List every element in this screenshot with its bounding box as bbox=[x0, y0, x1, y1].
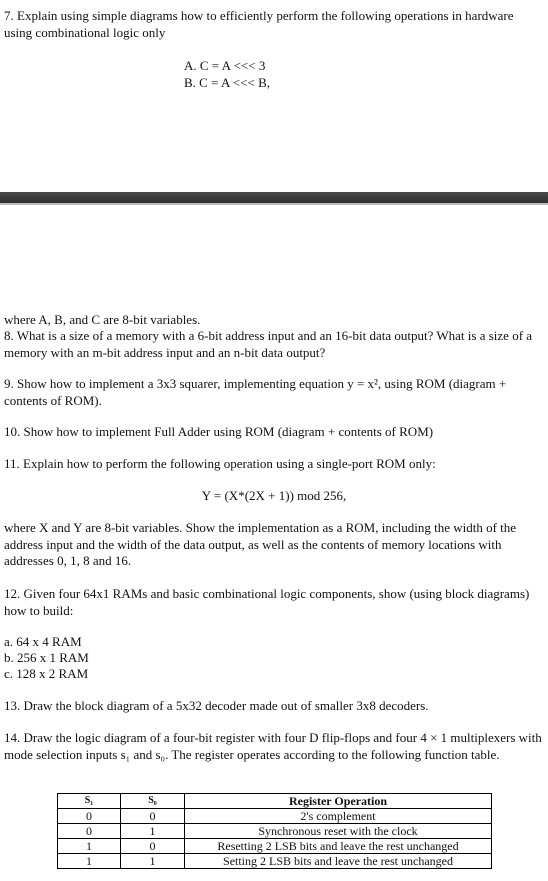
cell-s0: 0 bbox=[121, 809, 185, 824]
cell-s0: 0 bbox=[121, 839, 185, 854]
question-11-equation: Y = (X*(2X + 1)) mod 256, bbox=[201, 488, 347, 503]
question-14: 14. Draw the logic diagram of a four-bit register with four D flip-flops and four 4 × 1 multiplexers with mode selection inputs s₁ and s₀. The register operates according to the following function table. bbox=[4, 730, 542, 762]
header-register-operation: Register Operation bbox=[185, 794, 492, 809]
page-divider bbox=[0, 192, 548, 203]
cell-s1: 0 bbox=[58, 824, 121, 839]
question-10: 10. Show how to implement Full Adder using ROM (diagram + contents of ROM) bbox=[4, 424, 434, 439]
question-8: 8. What is a size of a memory with a 6-bit address input and an 16-bit data output? What is a size of a memory with an m-bit address input and an n-bit data output? bbox=[4, 328, 533, 360]
question-7-variables: where A, B, and C are 8-bit variables. bbox=[4, 312, 201, 327]
cell-s1: 0 bbox=[58, 809, 121, 824]
option-b: B. C = A <<< B, bbox=[184, 75, 271, 90]
cell-operation: Setting 2 LSB bits and leave the rest unchanged bbox=[185, 854, 492, 869]
question-9: 9. Show how to implement a 3x3 squarer, implementing equation y = x², using ROM (diagram + contents of ROM). bbox=[4, 376, 507, 408]
cell-operation: Resetting 2 LSB bits and leave the rest unchanged bbox=[185, 839, 492, 854]
cell-operation: Synchronous reset with the clock bbox=[185, 824, 492, 839]
question-12-item-c: c. 128 x 2 RAM bbox=[4, 666, 89, 681]
question-11: 11. Explain how to perform the following operation using a single-port ROM only: bbox=[4, 456, 436, 471]
question-12-item-a: a. 64 x 4 RAM bbox=[4, 634, 82, 649]
table-row bbox=[58, 839, 492, 854]
question-12-item-b: b. 256 x 1 RAM bbox=[4, 650, 89, 665]
option-a: A. C = A <<< 3 bbox=[184, 58, 266, 73]
cell-s0: 1 bbox=[121, 824, 185, 839]
question-7: 7. Explain using simple diagrams how to efficiently perform the following operations in hardware using combinational logic only bbox=[4, 8, 514, 40]
header-s0: S₀ bbox=[121, 794, 185, 809]
question-12: 12. Given four 64x1 RAMs and basic combinational logic components, show (using block diagrams) how to build: bbox=[4, 586, 530, 618]
header-s1: S₁ bbox=[58, 794, 121, 809]
question-11-details: where X and Y are 8-bit variables. Show the implementation as a ROM, including the width of the address input and the width of the data output, as well as the contents of memory locations with addresses 0, 1, 8 and 16. bbox=[4, 520, 517, 568]
cell-s1: 1 bbox=[58, 854, 121, 869]
cell-s1: 1 bbox=[58, 839, 121, 854]
cell-s0: 1 bbox=[121, 854, 185, 869]
cell-operation: 2's complement bbox=[185, 809, 492, 824]
function-table bbox=[57, 793, 492, 869]
table-row bbox=[58, 809, 492, 824]
table-row bbox=[58, 854, 492, 869]
function-table-header bbox=[58, 794, 492, 809]
question-13: 13. Draw the block diagram of a 5x32 decoder made out of smaller 3x8 decoders. bbox=[4, 698, 429, 713]
table-row bbox=[58, 824, 492, 839]
